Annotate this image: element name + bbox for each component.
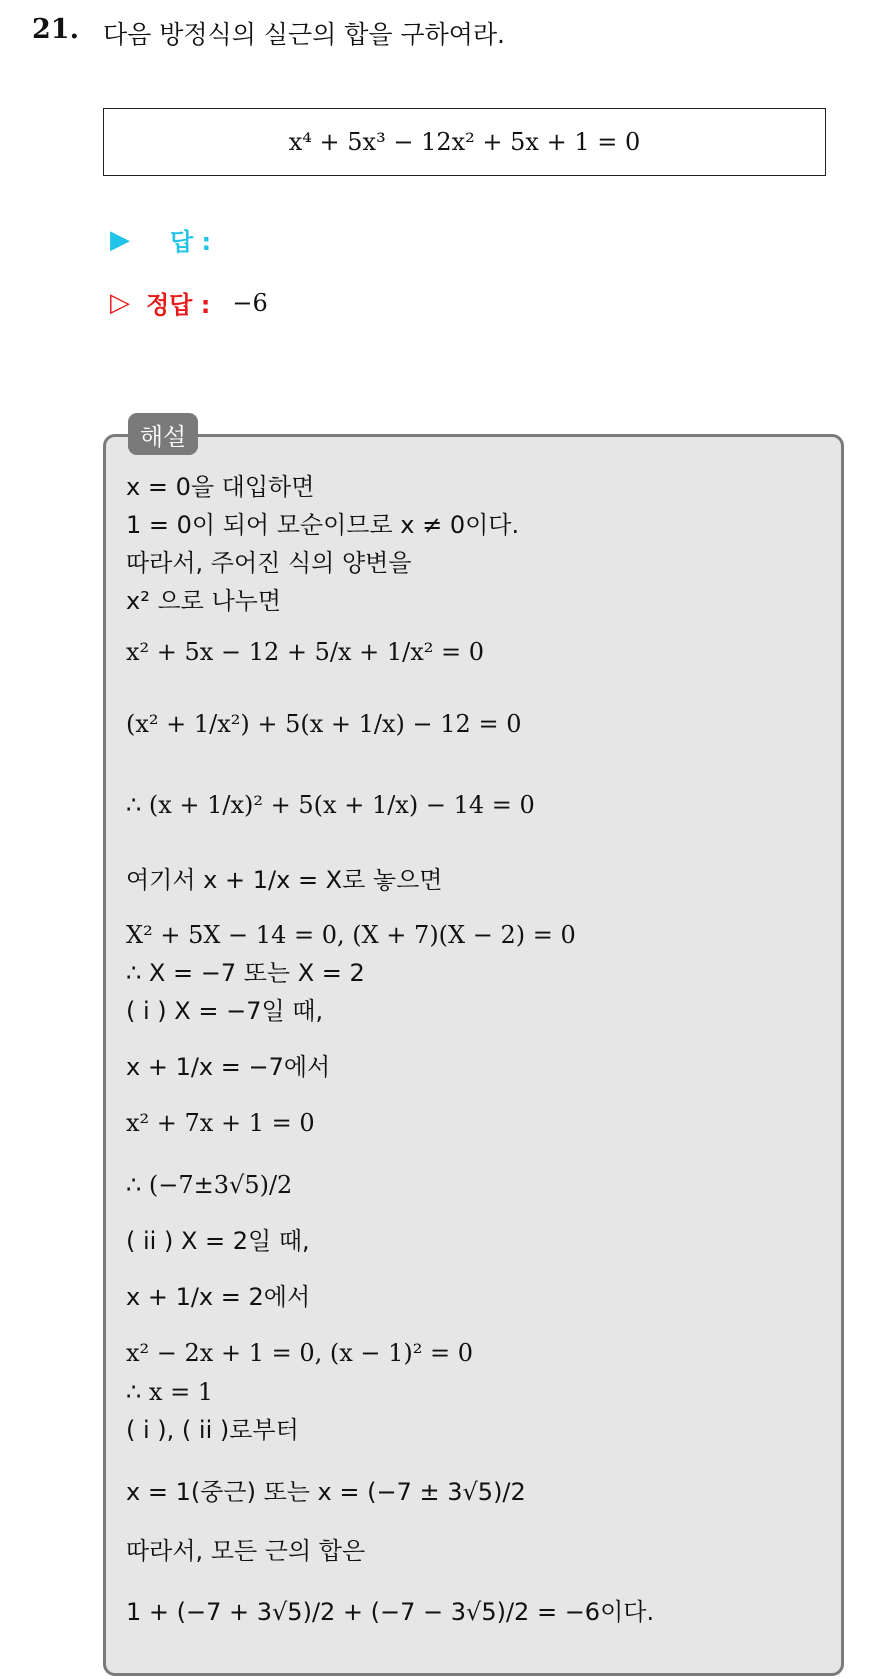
key-label: 정답 : [146,291,211,319]
solution-line: 따라서, 모든 근의 합은 [126,1537,366,1565]
key-row [110,285,268,320]
question-text: 다음 방정식의 실근의 합을 구하여라. [103,20,505,49]
solution-line: x² + 5x − 12 + 5/x + 1/x² = 0 [126,638,485,666]
answer-arrow-icon: ▶ [110,224,130,255]
solution-line: x² + 7x + 1 = 0 [126,1109,315,1137]
solution-line: 따라서, 주어진 식의 양변을 [126,549,412,577]
solution-line: ( i ) X = −7일 때, [126,997,324,1025]
answer-row [110,222,211,257]
question-number: 21. [32,14,79,45]
solution-line: 1 = 0이 되어 모순이므로 x ≠ 0이다. [126,511,520,539]
solution-line: x + 1/x = 2에서 [126,1283,311,1311]
key-value: −6 [232,288,268,317]
solution-line: ( ii ) X = 2일 때, [126,1227,310,1255]
solution-line: ∴ (x + 1/x)² + 5(x + 1/x) − 14 = 0 [126,791,535,819]
solution-line: x = 0을 대입하면 [126,473,315,501]
equation-box [103,108,826,176]
solution-line: x² − 2x + 1 = 0, (x − 1)² = 0 [126,1339,474,1367]
solution-line: ∴ X = −7 또는 X = 2 [126,959,365,987]
solution-line: ( i ), ( ii )로부터 [126,1416,299,1444]
solution-line: x² 으로 나누면 [126,587,282,615]
equation-text: x⁴ + 5x³ − 12x² + 5x + 1 = 0 [288,128,641,156]
solution-line: x = 1(중근) 또는 x = (−7 ± 3√5)/2 [126,1478,526,1506]
solution-line: ∴ x = 1 [126,1378,214,1406]
answer-label: 답 : [170,228,212,256]
solution-line: (x² + 1/x²) + 5(x + 1/x) − 12 = 0 [126,710,522,738]
solution-line: X² + 5X − 14 = 0, (X + 7)(X − 2) = 0 [126,921,576,949]
solution-line: 여기서 x + 1/x = X로 놓으면 [126,866,443,894]
solution-tag: 해설 [128,413,198,455]
key-arrow-icon: ▷ [110,287,130,318]
solution-line: 1 + (−7 + 3√5)/2 + (−7 − 3√5)/2 = −6이다. [126,1598,655,1626]
solution-line: ∴ (−7±3√5)/2 [126,1171,293,1199]
solution-line: x + 1/x = −7에서 [126,1053,331,1081]
